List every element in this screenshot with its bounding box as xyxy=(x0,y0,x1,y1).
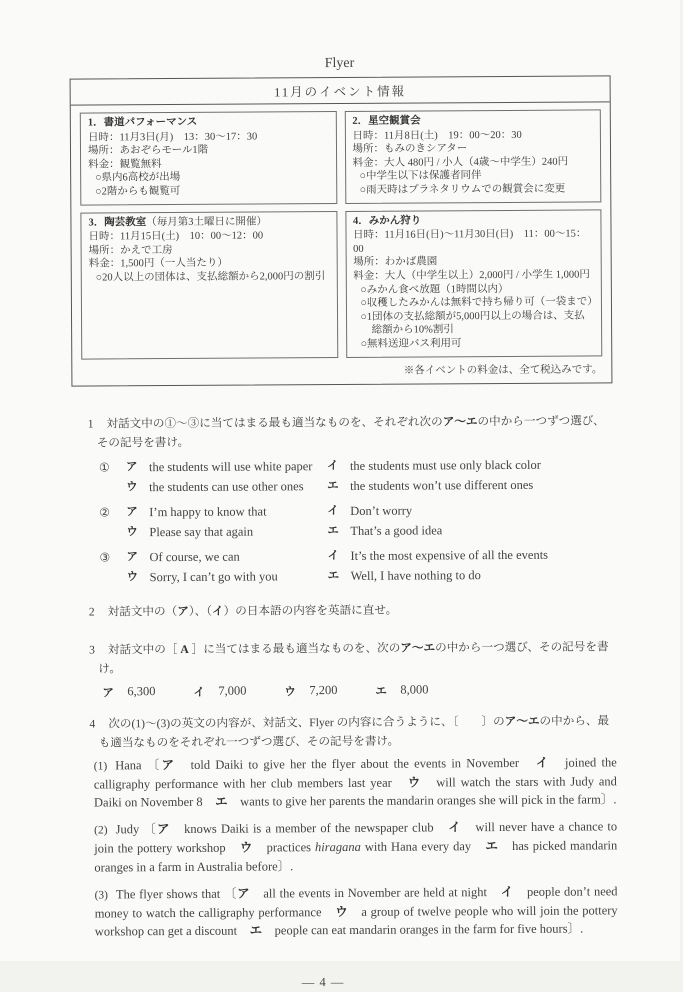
flyer-box xyxy=(70,75,613,386)
option-b xyxy=(327,544,615,566)
event-bullet: ○収穫したみかんは無料で持ち帰り可（一袋まで） xyxy=(360,296,594,311)
q1-item-1 xyxy=(99,454,615,498)
event-datetime: 日時：11月8日(土) 19：00～20：30 xyxy=(352,128,593,143)
question-4-items xyxy=(90,753,618,941)
event-box-calligraphy-performance xyxy=(80,111,337,205)
item-marker: ③ xyxy=(99,547,126,588)
option-a xyxy=(126,456,327,478)
option-label: イ xyxy=(327,500,350,521)
question-text: 対話文中の①～③に当てはまる最も適当なものを、それぞれ次のア～エの中から一つずつ選び、その記号を書け。 xyxy=(97,414,605,449)
option-label: エ xyxy=(328,566,351,587)
question-1-items xyxy=(88,454,616,588)
question-3 xyxy=(89,637,616,700)
event-bullet: ○無料送迎バス利用可 xyxy=(361,336,595,351)
option-c xyxy=(126,521,327,543)
item-text: The flyer shows that 〔ア all the events in November are held at night イ people don’t need money to watch the calligraphy performance ウ a group of twelve people who will join the pottery workshop can get a discount エ people can eat mandarin oranges in the farm for five hours〕. xyxy=(95,884,618,939)
q4-item-2 xyxy=(94,817,617,876)
option-label: ウ xyxy=(127,567,150,588)
questions-section xyxy=(88,411,618,941)
event-place: 場所：もみのきシアター xyxy=(352,142,593,157)
option-b xyxy=(327,499,615,521)
option-text: That’s a good idea xyxy=(350,519,615,541)
option-text: Don’t worry xyxy=(350,499,615,521)
event-bullet: ○みかん食べ放題（1時間以内） xyxy=(360,282,594,297)
question-1-instruction xyxy=(88,411,615,452)
question-4-instruction xyxy=(89,711,616,752)
option-c xyxy=(284,682,375,699)
option-label: ア xyxy=(126,457,149,478)
event-box-mandarin-picking xyxy=(345,209,602,358)
item-text: Judy 〔ア knows Daiki is a member of the newspaper club イ will never have a chance to join the pottery workshop ウ practices hiragana with Hana every day エ has picked mandarin oranges in a farm in Australia before〕. xyxy=(94,819,617,874)
option-text: 7,000 xyxy=(218,683,246,699)
question-4 xyxy=(89,711,617,941)
event-place: 場所：かえで工房 xyxy=(89,243,330,258)
question-number: 2 xyxy=(89,605,95,618)
option-label: エ xyxy=(327,521,350,542)
event-fee: 料金：大人 480円 / 小人（4歳～中学生）240円 xyxy=(353,155,594,170)
event-bullet: ○雨天時はプラネタリウムでの観賞会に変更 xyxy=(360,182,594,197)
item-marker: ① xyxy=(99,457,126,498)
option-text: the students won’t use different ones xyxy=(350,474,615,496)
option-label: ア xyxy=(126,547,149,568)
item-text: Hana 〔ア told Daiki to give her the flyer about the events in November イ joined the calligraphy performance with her club members last year ウ will watch the stars with Judy and Daiki on November 8 エ wants to give her parents the mandarin oranges she will pick in the farm〕. xyxy=(94,755,617,810)
option-label: イ xyxy=(193,683,218,699)
question-3-instruction xyxy=(89,637,616,678)
question-text: 対話文中の（ア）、（イ）の日本語の内容を英語に直せ。 xyxy=(108,603,398,618)
option-text: Sorry, I can’t go with you xyxy=(150,566,328,588)
option-label: ア xyxy=(126,502,149,523)
question-3-options xyxy=(102,681,616,700)
item-marker: ② xyxy=(99,502,126,543)
q4-item-1 xyxy=(94,753,617,812)
event-bullet: ○2階からも観覧可 xyxy=(95,184,329,199)
event-name: 2．星空観賞会 xyxy=(352,116,420,127)
event-fee: 料金：大人（中学生以上）2,000円 / 小学生 1,000円 xyxy=(353,268,594,283)
flyer-label: Flyer xyxy=(69,54,609,73)
item-marker: (2) xyxy=(94,825,107,837)
question-number: 3 xyxy=(89,643,95,656)
option-b xyxy=(193,683,284,700)
event-bullet: ○県内6高校が出場 xyxy=(95,170,329,185)
event-place: 場所：あおぞらモール1階 xyxy=(88,143,329,158)
option-label: エ xyxy=(375,682,400,698)
tax-note: ※各イベントの料金は、全て税込みです。 xyxy=(72,356,611,385)
page-content xyxy=(0,54,683,992)
option-text: 8,000 xyxy=(400,682,428,698)
event-box-pottery-class xyxy=(80,211,337,360)
option-a xyxy=(126,501,327,523)
option-c xyxy=(127,566,328,588)
event-name: 4．みかん狩り xyxy=(353,215,421,226)
option-label: イ xyxy=(327,455,350,476)
event-bullet: ○中学生以下は保護者同伴 xyxy=(360,169,594,184)
option-label: ウ xyxy=(126,522,149,543)
option-text: 6,300 xyxy=(127,684,155,700)
option-text: 7,200 xyxy=(309,683,337,699)
event-place: 場所：わかば農園 xyxy=(353,255,594,270)
option-a xyxy=(126,546,327,568)
option-text: Please say that again xyxy=(149,521,327,543)
question-number: 4 xyxy=(89,717,95,730)
option-d xyxy=(328,564,616,586)
event-datetime: 日時：11月3日(月) 13：30～17：30 xyxy=(88,130,329,145)
option-label: イ xyxy=(327,545,350,566)
option-text: the students can use other ones xyxy=(149,476,327,498)
option-c xyxy=(126,476,327,498)
event-name-note: （毎月第3土曜日に開催） xyxy=(146,216,267,228)
option-b xyxy=(327,454,615,476)
event-datetime: 日時：11月16日(日)～11月30日(日) 11：00～15：00 xyxy=(353,228,594,257)
option-grid xyxy=(126,454,615,498)
option-text: the students must use only black color xyxy=(350,454,615,476)
event-name: 1．書道パフォーマンス xyxy=(88,117,197,129)
q1-item-2 xyxy=(99,499,615,543)
question-number: 1 xyxy=(88,417,94,430)
question-1 xyxy=(88,411,616,588)
option-text: Well, I have nothing to do xyxy=(351,564,616,586)
option-d xyxy=(327,519,615,541)
event-title xyxy=(88,215,329,230)
q4-item-3 xyxy=(94,882,617,941)
option-label: エ xyxy=(327,476,350,497)
item-marker: (1) xyxy=(94,760,107,772)
flyer-title: 11月のイベント情報 xyxy=(71,76,610,105)
option-text: It’s the most expensive of all the events xyxy=(350,544,615,566)
event-title xyxy=(353,213,594,228)
event-name: 3．陶芸教室 xyxy=(88,217,146,228)
option-grid xyxy=(126,499,615,543)
event-bullet: ○20人以上の団体は、支払総額から2,000円の割引 xyxy=(96,270,330,285)
option-label: ア xyxy=(102,684,127,700)
event-fee: 料金：観覧無料 xyxy=(88,157,329,172)
question-text: 次の(1)～(3)の英文の内容が、対話文、Flyer の内容に合うように、〔 〕のア～エの中から、最も適当なものをそれぞれ一つずつ選び、その記号を書け。 xyxy=(99,714,610,749)
page-number: — 4 — xyxy=(3,973,643,992)
question-2 xyxy=(89,599,616,621)
event-datetime: 日時：11月15日(土) 10：00～12：00 xyxy=(88,229,329,244)
event-box-stargazing xyxy=(344,109,601,203)
option-a xyxy=(102,683,193,700)
option-label: ウ xyxy=(284,683,309,699)
flyer-event-grid xyxy=(71,102,612,359)
option-text: the students will use white paper xyxy=(149,456,327,478)
option-label: ウ xyxy=(126,477,149,498)
option-d xyxy=(375,682,466,699)
question-2-instruction xyxy=(89,599,616,621)
option-d xyxy=(327,474,615,496)
event-title xyxy=(352,113,593,128)
event-bullet: ○1団体の支払総額が5,000円以上の場合は、支払総額から10%割引 xyxy=(360,309,594,338)
item-marker: (3) xyxy=(95,889,108,901)
event-fee: 料金：1,500円（一人当たり） xyxy=(89,256,330,271)
event-title xyxy=(88,115,329,130)
option-text: I’m happy to know that xyxy=(149,501,327,523)
q1-item-3 xyxy=(99,544,615,588)
option-text: Of course, we can xyxy=(149,546,327,568)
option-grid xyxy=(126,544,615,588)
question-text: 対話文中の［ A ］に当てはまる最も適当なものを、次のア～エの中から一つ選び、その記号を書け。 xyxy=(98,640,608,675)
